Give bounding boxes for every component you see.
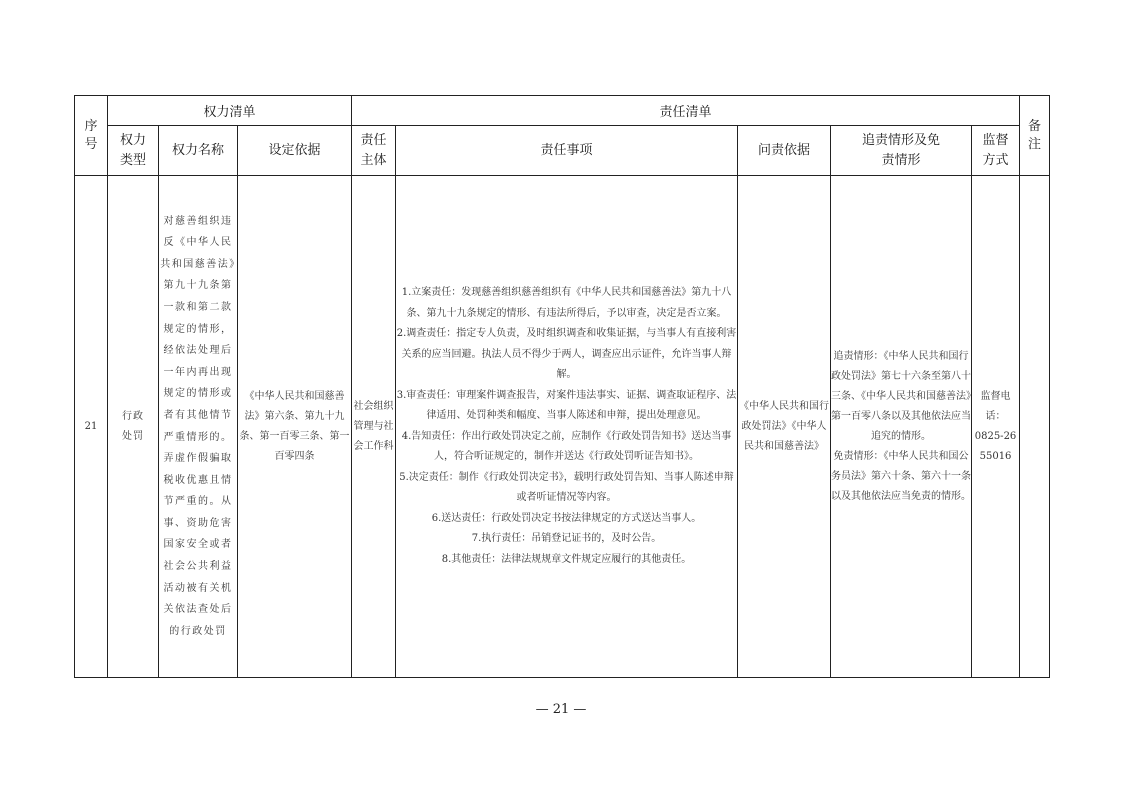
duty-item: 8.其他责任：法律法规规章文件规定应履行的其他责任。 [441,553,692,565]
power-list-header: 权力清单 [108,96,352,126]
row-accountability-basis: 《中华人民共和国行政处罚法》《中华人民共和国慈善法》 [738,176,831,678]
power-name-header: 权力名称 [159,126,238,176]
row-basis: 《中华人民共和国慈善法》第六条、第九十九条、第一百零三条、第一百零四条 [238,176,352,678]
row-seq: 21 [75,176,108,678]
row-subject: 社会组织管理与社会工作科 [352,176,396,678]
subject-header: 责任主体 [352,126,396,176]
power-type-header: 权力类型 [108,126,159,176]
exemption-text: 免责情形：《中华人民共和国公务员法》第六十条、第六十一条以及其他依法应当免责的情形。 [831,450,971,502]
basis-header: 设定依据 [238,126,352,176]
duty-item: 2.调查责任：指定专人负责，及时组织调查和收集证据，与当事人有直接利害关系的应当回避。执法人员不得少于两人，调查应出示证件，允许当事人辩解。 [396,328,737,380]
supervision-phone: 0825-2655016 [974,430,1017,462]
row-remarks [1020,176,1050,678]
pursuit-text: 追责情形：《中华人民共和国行政处罚法》第七十六条至第八十三条、《中华人民共和国慈善法》第一百零八条以及其他依法应当追究的情形。 [831,350,971,442]
seq-header: 序号 [75,96,108,176]
duty-item: 3.审查责任：审理案件调查报告，对案件违法事实、证据、调查取证程序、法律适用、处罚种类和幅度、当事人陈述和申辩，提出处理意见。 [396,389,737,421]
page-number: — 21 — [535,702,587,717]
accountability-basis-header: 问责依据 [738,126,831,176]
duty-item: 5.决定责任：制作《行政处罚决定书》，载明行政处罚告知、当事人陈述申辩或者听证情况等内容。 [399,471,734,503]
table-row [75,176,1050,678]
duty-item: 7.执行责任：吊销登记证书的，及时公告。 [471,533,662,544]
supervision-header: 监督方式 [972,126,1020,176]
row-duties [396,176,738,678]
remarks-header: 备注 [1020,96,1050,176]
pursuit-exemption-header: 追责情形及免责情形 [831,126,972,176]
row-power-type: 行政处罚 [108,176,159,678]
row-power-name: 对慈善组织违反《中华人民共和国慈善法》第九十九条第一款和第二款规定的情形，经依法处理后一年内再出现规定的情形或者有其他情节严重情形的。弄虚作假骗取税收优惠且情节严重的。从事、资助危害国家安全或者社会公共利益活动被有关机关依法查处后的行政处罚 [159,176,238,678]
row-supervision [972,176,1020,678]
duties-header: 责任事项 [396,126,738,176]
duty-item: 6.送达责任：行政处罚决定书按法律规定的方式送达当事人。 [431,512,702,524]
duty-item: 1.立案责任：发现慈善组织慈善组织有《中华人民共和国慈善法》第九十八条、第九十九条规定的情形、有违法所得后，予以审查，决定是否立案。 [401,287,732,319]
row-pursuit-exemption [831,176,972,678]
responsibility-list-header: 责任清单 [352,96,1020,126]
duty-item: 4.告知责任：作出行政处罚决定之前，应制作《行政处罚告知书》送达当事人，符合听证规定的，制作并送达《行政处罚听证告知书》。 [401,430,732,462]
responsibility-table [74,95,1050,678]
supervision-label: 监督电话： [980,390,1011,422]
